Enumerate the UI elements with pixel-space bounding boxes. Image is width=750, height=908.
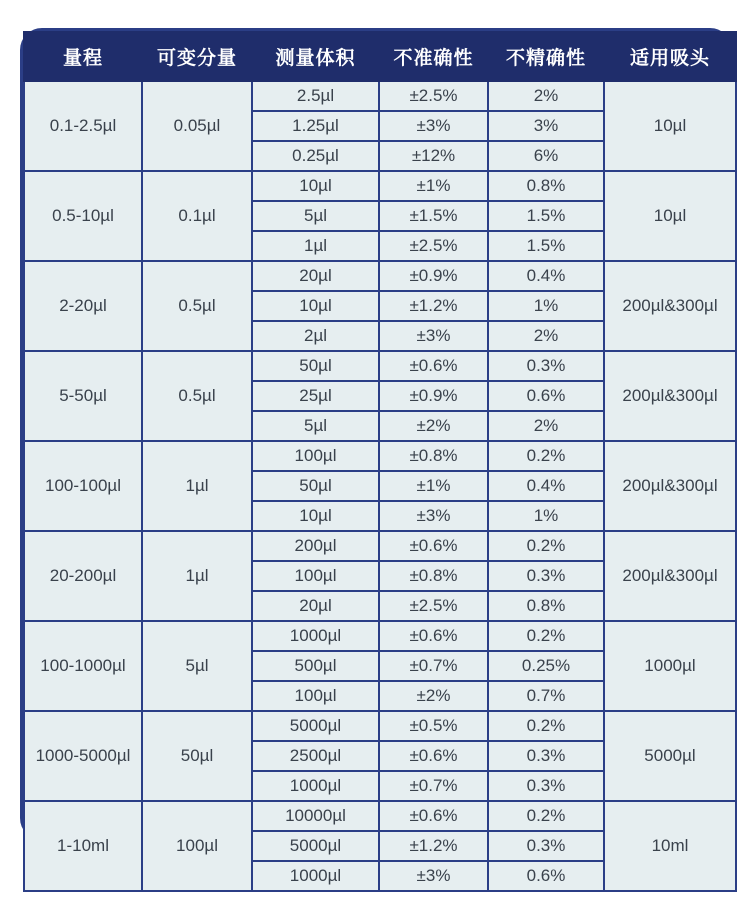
inaccuracy-cell: ±0.6% — [379, 621, 488, 651]
increment-cell: 1µl — [142, 441, 252, 531]
inaccuracy-cell: ±3% — [379, 501, 488, 531]
inaccuracy-cell: ±0.7% — [379, 771, 488, 801]
imprecision-cell: 2% — [488, 411, 604, 441]
imprecision-cell: 0.3% — [488, 741, 604, 771]
spec-table-header — [24, 32, 736, 81]
inaccuracy-cell: ±3% — [379, 321, 488, 351]
inaccuracy-cell: ±0.6% — [379, 741, 488, 771]
spec-row — [24, 711, 736, 741]
tip-cell: 10µl — [604, 171, 736, 261]
tip-cell: 10ml — [604, 801, 736, 891]
volume-cell: 1µl — [252, 231, 379, 261]
inaccuracy-cell: ±0.8% — [379, 561, 488, 591]
volume-cell: 1000µl — [252, 771, 379, 801]
imprecision-cell: 0.25% — [488, 651, 604, 681]
spec-row — [24, 441, 736, 471]
inaccuracy-cell: ±1.2% — [379, 831, 488, 861]
inaccuracy-cell: ±2% — [379, 411, 488, 441]
volume-cell: 2.5µl — [252, 81, 379, 111]
spec-row — [24, 621, 736, 651]
header-row — [24, 32, 736, 81]
col-header-imprecision: 不精确性 — [488, 32, 604, 81]
imprecision-cell: 0.2% — [488, 531, 604, 561]
range-cell: 1000-5000µl — [24, 711, 142, 801]
imprecision-cell: 0.6% — [488, 861, 604, 891]
volume-cell: 100µl — [252, 681, 379, 711]
inaccuracy-cell: ±0.9% — [379, 381, 488, 411]
volume-cell: 5µl — [252, 411, 379, 441]
spec-table-body — [24, 81, 736, 891]
imprecision-cell: 0.8% — [488, 171, 604, 201]
imprecision-cell: 2% — [488, 321, 604, 351]
inaccuracy-cell: ±2.5% — [379, 231, 488, 261]
volume-cell: 2500µl — [252, 741, 379, 771]
volume-cell: 100µl — [252, 561, 379, 591]
volume-cell: 5µl — [252, 201, 379, 231]
volume-cell: 200µl — [252, 531, 379, 561]
inaccuracy-cell: ±1.5% — [379, 201, 488, 231]
inaccuracy-cell: ±2.5% — [379, 591, 488, 621]
spec-row — [24, 531, 736, 561]
volume-cell: 10µl — [252, 171, 379, 201]
range-cell: 2-20µl — [24, 261, 142, 351]
imprecision-cell: 0.3% — [488, 831, 604, 861]
volume-cell: 20µl — [252, 591, 379, 621]
volume-cell: 0.25µl — [252, 141, 379, 171]
range-cell: 20-200µl — [24, 531, 142, 621]
imprecision-cell: 3% — [488, 111, 604, 141]
range-cell: 100-100µl — [24, 441, 142, 531]
increment-cell: 0.5µl — [142, 351, 252, 441]
increment-cell: 0.05µl — [142, 81, 252, 171]
inaccuracy-cell: ±3% — [379, 861, 488, 891]
tip-cell: 200µl&300µl — [604, 441, 736, 531]
volume-cell: 1000µl — [252, 621, 379, 651]
inaccuracy-cell: ±0.6% — [379, 531, 488, 561]
imprecision-cell: 1% — [488, 291, 604, 321]
volume-cell: 10µl — [252, 291, 379, 321]
range-cell: 5-50µl — [24, 351, 142, 441]
imprecision-cell: 6% — [488, 141, 604, 171]
tip-cell: 10µl — [604, 81, 736, 171]
col-header-test-volume: 测量体积 — [252, 32, 379, 81]
range-cell: 1-10ml — [24, 801, 142, 891]
increment-cell: 5µl — [142, 621, 252, 711]
imprecision-cell: 1.5% — [488, 231, 604, 261]
imprecision-cell: 0.2% — [488, 711, 604, 741]
inaccuracy-cell: ±3% — [379, 111, 488, 141]
volume-cell: 10000µl — [252, 801, 379, 831]
volume-cell: 1000µl — [252, 861, 379, 891]
tip-cell: 1000µl — [604, 621, 736, 711]
pipette-spec-card — [20, 28, 732, 885]
increment-cell: 0.1µl — [142, 171, 252, 261]
pipette-spec-table — [23, 31, 737, 892]
imprecision-cell: 2% — [488, 81, 604, 111]
imprecision-cell: 0.3% — [488, 351, 604, 381]
tip-cell: 200µl&300µl — [604, 351, 736, 441]
range-cell: 0.5-10µl — [24, 171, 142, 261]
imprecision-cell: 0.2% — [488, 441, 604, 471]
increment-cell: 100µl — [142, 801, 252, 891]
volume-cell: 20µl — [252, 261, 379, 291]
inaccuracy-cell: ±2.5% — [379, 81, 488, 111]
inaccuracy-cell: ±1% — [379, 171, 488, 201]
inaccuracy-cell: ±12% — [379, 141, 488, 171]
inaccuracy-cell: ±2% — [379, 681, 488, 711]
volume-cell: 10µl — [252, 501, 379, 531]
inaccuracy-cell: ±1% — [379, 471, 488, 501]
col-header-inaccuracy: 不准确性 — [379, 32, 488, 81]
spec-row — [24, 801, 736, 831]
volume-cell: 50µl — [252, 471, 379, 501]
inaccuracy-cell: ±0.9% — [379, 261, 488, 291]
volume-cell: 1.25µl — [252, 111, 379, 141]
volume-cell: 100µl — [252, 441, 379, 471]
tip-cell: 5000µl — [604, 711, 736, 801]
imprecision-cell: 1.5% — [488, 201, 604, 231]
imprecision-cell: 0.4% — [488, 261, 604, 291]
imprecision-cell: 1% — [488, 501, 604, 531]
col-header-applicable-tip: 适用吸头 — [604, 32, 736, 81]
tip-cell: 200µl&300µl — [604, 531, 736, 621]
range-cell: 0.1-2.5µl — [24, 81, 142, 171]
volume-cell: 5000µl — [252, 711, 379, 741]
inaccuracy-cell: ±1.2% — [379, 291, 488, 321]
inaccuracy-cell: ±0.6% — [379, 351, 488, 381]
inaccuracy-cell: ±0.7% — [379, 651, 488, 681]
col-header-variable-increment: 可变分量 — [142, 32, 252, 81]
inaccuracy-cell: ±0.5% — [379, 711, 488, 741]
spec-row — [24, 171, 736, 201]
volume-cell: 500µl — [252, 651, 379, 681]
spec-row — [24, 261, 736, 291]
volume-cell: 25µl — [252, 381, 379, 411]
range-cell: 100-1000µl — [24, 621, 142, 711]
tip-cell: 200µl&300µl — [604, 261, 736, 351]
volume-cell: 50µl — [252, 351, 379, 381]
inaccuracy-cell: ±0.6% — [379, 801, 488, 831]
imprecision-cell: 0.8% — [488, 591, 604, 621]
imprecision-cell: 0.3% — [488, 561, 604, 591]
inaccuracy-cell: ±0.8% — [379, 441, 488, 471]
increment-cell: 50µl — [142, 711, 252, 801]
imprecision-cell: 0.4% — [488, 471, 604, 501]
volume-cell: 5000µl — [252, 831, 379, 861]
imprecision-cell: 0.7% — [488, 681, 604, 711]
imprecision-cell: 0.2% — [488, 801, 604, 831]
imprecision-cell: 0.2% — [488, 621, 604, 651]
imprecision-cell: 0.6% — [488, 381, 604, 411]
spec-row — [24, 351, 736, 381]
increment-cell: 0.5µl — [142, 261, 252, 351]
spec-row — [24, 81, 736, 111]
imprecision-cell: 0.3% — [488, 771, 604, 801]
col-header-range: 量程 — [24, 32, 142, 81]
volume-cell: 2µl — [252, 321, 379, 351]
increment-cell: 1µl — [142, 531, 252, 621]
